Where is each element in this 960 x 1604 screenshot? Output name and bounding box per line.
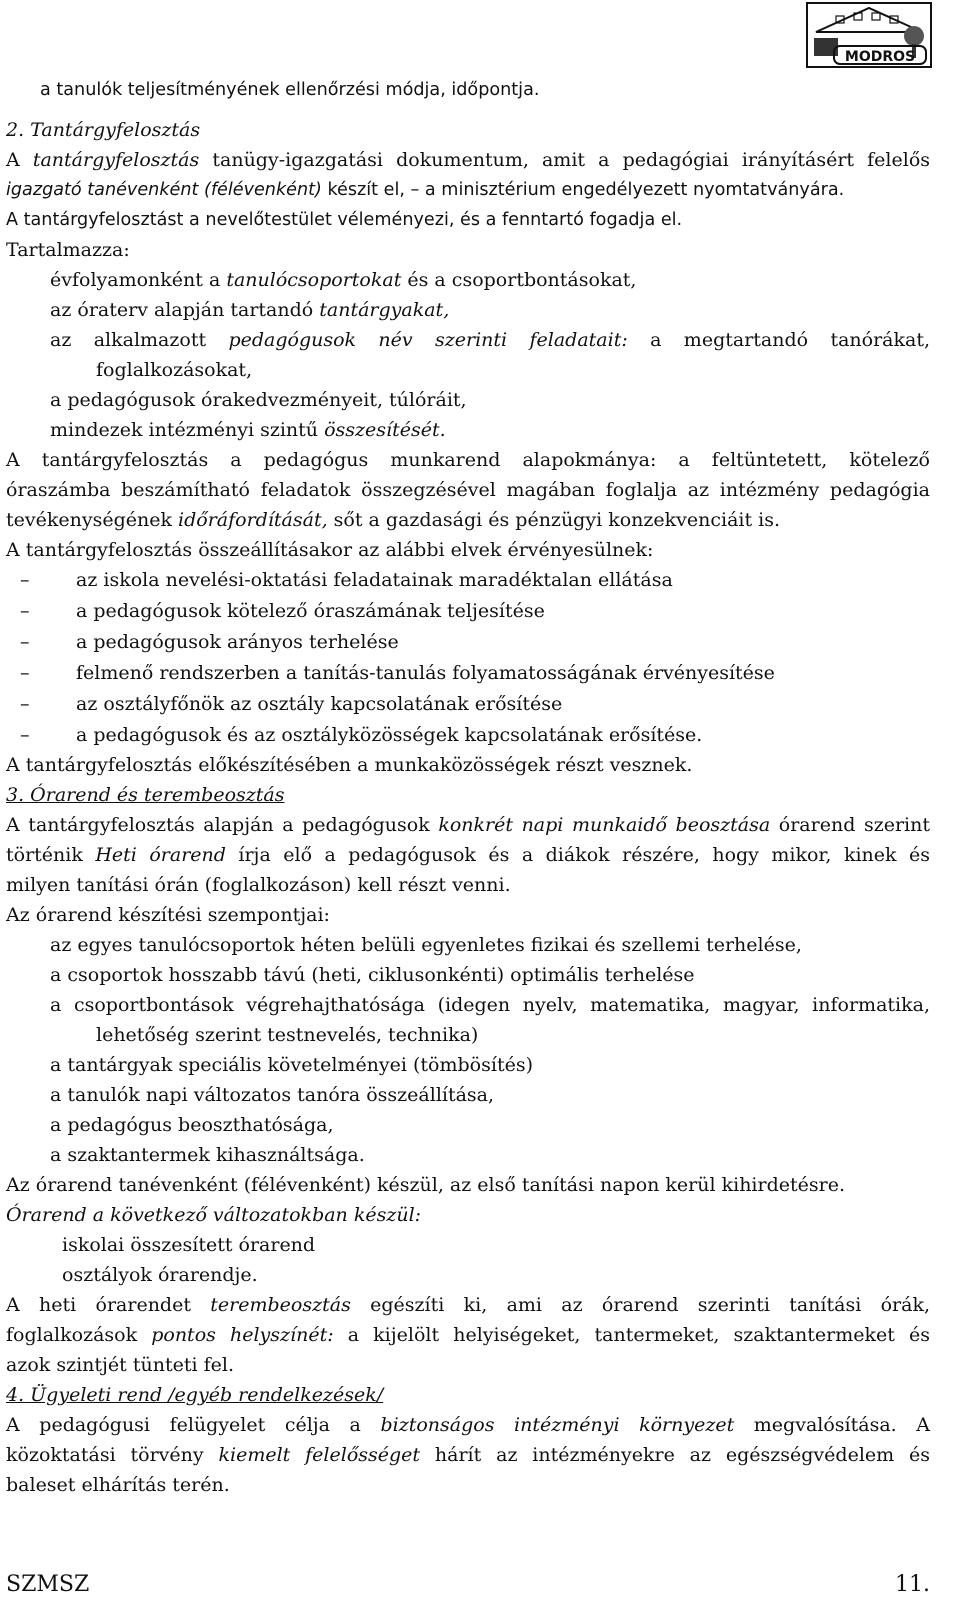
list-item: a tanulók napi változatos tanóra összeállítása, bbox=[50, 1084, 495, 1106]
footer-document-code: SZMSZ bbox=[6, 1572, 90, 1597]
list-item: a csoportbontások végrehajthatósága (idegen nyelv, matematika, magyar, informatika, bbox=[50, 994, 930, 1016]
paragraph-line: foglalkozások pontos helyszínét: a kijelölt helyiségeket, tantermeket, szaktantermeket és bbox=[6, 1324, 930, 1346]
dash-bullet: – bbox=[20, 662, 30, 684]
section-heading: 3. Órarend és terembeosztás bbox=[6, 784, 285, 806]
paragraph-line: Az órarend készítési szempontjai: bbox=[6, 904, 330, 926]
paragraph-line: igazgató tanévenként (félévenként) készít el, – a minisztérium engedélyezett nyomtatványára. bbox=[6, 180, 845, 200]
paragraph-line: A tantárgyfelosztás összeállításakor az alábbi elvek érvényesülnek: bbox=[6, 539, 654, 561]
paragraph-line: közoktatási törvény kiemelt felelősséget hárít az intézményekre az egészségvédelem és bbox=[6, 1444, 930, 1466]
paragraph-line: A pedagógusi felügyelet célja a biztonságos intézményi környezet megvalósítása. A bbox=[6, 1414, 930, 1436]
logo-text: MODROS bbox=[844, 49, 916, 65]
list-item: osztályok órarendje. bbox=[62, 1264, 258, 1286]
list-item: az alkalmazott pedagógusok név szerinti feladatait: a megtartandó tanórákat, bbox=[50, 329, 931, 351]
list-item: a csoportok hosszabb távú (heti, ciklusonkénti) optimális terhelése bbox=[50, 964, 695, 986]
list-item: a szaktantermek kihasználtsága. bbox=[50, 1144, 365, 1166]
paragraph-line: baleset elhárítás terén. bbox=[6, 1474, 230, 1496]
dash-bullet: – bbox=[20, 569, 30, 591]
paragraph-line: Az órarend tanévenként (félévenként) készül, az első tanítási napon kerül kihirdetésre. bbox=[6, 1174, 845, 1196]
list-item: a pedagógus beoszthatósága, bbox=[50, 1114, 334, 1136]
paragraph-line: A tantárgyfelosztás alapján a pedagógusok konkrét napi munkaidő beosztása órarend szerint bbox=[6, 814, 930, 836]
section-heading: 2. Tantárgyfelosztás bbox=[6, 119, 201, 141]
paragraph-line: óraszámba beszámítható feladatok összegzésével magában foglalja az intézmény pedagógia bbox=[6, 479, 930, 501]
dash-bullet: – bbox=[20, 724, 30, 746]
paragraph-line: A tantárgyfelosztást a nevelőtestület véleményezi, és a fenntartó fogadja el. bbox=[6, 210, 683, 230]
list-item: az egyes tanulócsoportok héten belüli egyenletes fizikai és szellemi terhelése, bbox=[50, 934, 802, 956]
paragraph-line: történik Heti órarend írja elő a pedagógusok és a diákok részére, hogy mikor, kinek és bbox=[6, 844, 930, 866]
paragraph-line: azok szintjét tünteti fel. bbox=[6, 1354, 234, 1376]
paragraph-line: Órarend a következő változatokban készül: bbox=[6, 1204, 422, 1226]
paragraph-line: milyen tanítási órán (foglalkozáson) kell részt venni. bbox=[6, 874, 511, 896]
list-item: az óraterv alapján tartandó tantárgyakat, bbox=[50, 299, 450, 321]
school-logo bbox=[806, 2, 932, 68]
footer-page-number: 11. bbox=[895, 1572, 930, 1597]
list-item-continuation: lehetőség szerint testnevelés, technika) bbox=[96, 1024, 479, 1046]
paragraph-line: A tantárgyfelosztás előkészítésében a munkaközösségek részt vesznek. bbox=[6, 754, 693, 776]
paragraph-line: Tartalmazza: bbox=[6, 239, 130, 261]
paragraph-line: A tantárgyfelosztás tanügy-igazgatási dokumentum, amit a pedagógiai irányításért felelős bbox=[6, 149, 931, 171]
list-item: mindezek intézményi szintű összesítését. bbox=[50, 419, 446, 441]
list-item-continuation: foglalkozásokat, bbox=[96, 359, 253, 381]
section-heading: 4. Ügyeleti rend /egyéb rendelkezések/ bbox=[6, 1384, 384, 1406]
list-item: a tantárgyak speciális követelményei (tömbösítés) bbox=[50, 1054, 533, 1076]
paragraph-line: A heti órarendet terembeosztás egészíti ki, ami az órarend szerinti tanítási órák, bbox=[6, 1294, 930, 1316]
list-item: iskolai összesített órarend bbox=[62, 1234, 316, 1256]
list-item: évfolyamonként a tanulócsoportokat és a csoportbontásokat, bbox=[50, 269, 637, 291]
dash-bullet: – bbox=[20, 600, 30, 622]
dash-bullet: – bbox=[20, 631, 30, 653]
text-line: a tanulók teljesítményének ellenőrzési módja, időpontja. bbox=[40, 80, 540, 100]
dash-bullet: – bbox=[20, 693, 30, 715]
list-item: a pedagógusok órakedvezményeit, túlóráit, bbox=[50, 389, 467, 411]
paragraph-line: tevékenységének időráfordítását, sőt a gazdasági és pénzügyi konzekvenciáit is. bbox=[6, 509, 781, 531]
paragraph-line: A tantárgyfelosztás a pedagógus munkarend alapokmánya: a feltüntetett, kötelező bbox=[6, 449, 930, 471]
